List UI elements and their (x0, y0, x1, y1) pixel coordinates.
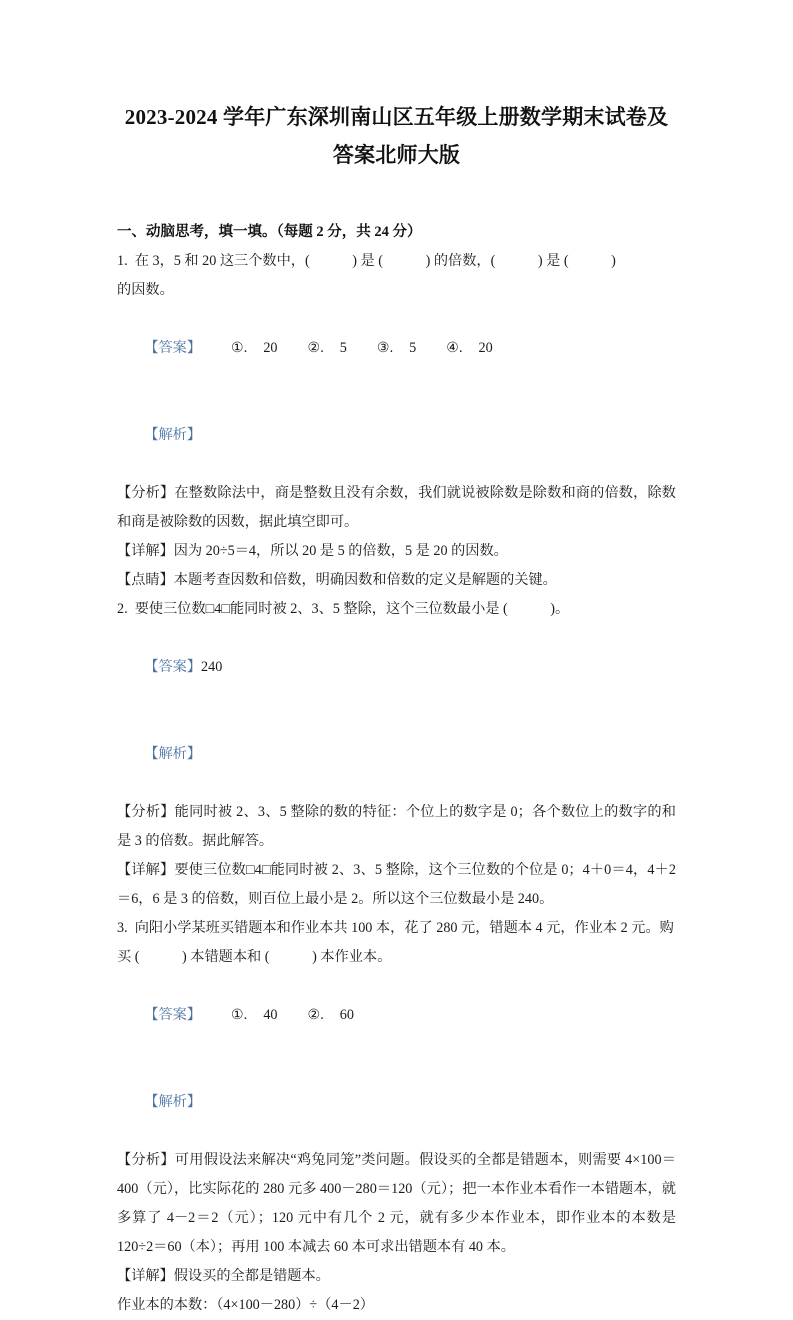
question-stem-1-line-2: 的因数。 (117, 282, 174, 298)
detail-text-3: 【详解】假设买的全都是错题本。 (117, 1268, 330, 1284)
answer-line-2 (117, 624, 676, 711)
analysis-text-1: 【分析】在整数除法中，商是整数且没有余数，我们就说被除数是除数和商的倍数，除数和商是被除数的因数，据此填空即可。 (117, 485, 676, 530)
question-stem-2: 2. 要使三位数□4□能同时被 2、3、5 整除，这个三位数最小是 ( )。 (117, 601, 570, 617)
analysis-header-3 (117, 1059, 676, 1146)
answer-line-1 (117, 305, 676, 392)
answer-line-3 (117, 972, 676, 1059)
answer-value-1-2: 5 (339, 340, 347, 356)
answer-label: 【答案】 (144, 659, 202, 675)
answer-label: 【答案】 (144, 340, 202, 356)
analysis-header-1 (117, 392, 676, 479)
analysis-text-3: 【分析】可用假设法来解决“鸡兔同笼”类问题。假设买的全都是错题本，则需要 4×100＝400（元），比实际花的 280 元多 400－280＝120（元）；把一本作业本看作一本错题本，就多算了 4－2＝2（元）；120 元中有几个 2 元，就有多少本作业本，即作业本的本数是 120÷2＝60（本）；再用 100 本减去 60 本可求出错题本有 40 本。 (117, 1152, 680, 1255)
question-block-3 (117, 914, 680, 1320)
analysis-header-label: 【解析】 (144, 427, 202, 443)
answer-value-1-1: 20 (263, 340, 278, 356)
answer-value-2: 240 (201, 659, 223, 675)
answer-value-3-1: 40 (263, 1007, 278, 1023)
question-block-2 (117, 595, 676, 914)
answer-value-1-3: 5 (409, 340, 417, 356)
analysis-text-2: 【分析】能同时被 2、3、5 整除的数的特征：个位上的数字是 0；各个数位上的数字的和是 3 的倍数。据此解答。 (117, 804, 676, 849)
answer-value-3-2: 60 (339, 1007, 354, 1023)
page-title-line-1: 2023-2024 学年广东深圳南山区五年级上册数学期末试卷及 (124, 105, 669, 129)
analysis-header-label: 【解析】 (144, 746, 202, 762)
detail-text-1: 【详解】因为 20÷5＝4，所以 20 是 5 的倍数，5 是 20 的因数。 (117, 543, 508, 559)
answer-label: 【答案】 (144, 1007, 202, 1023)
question-stem-1: 1. 在 3，5 和 20 这三个数中，( ) 是 ( ) 的倍数，( ) 是 ( ) (117, 253, 616, 269)
question-stem-3: 3. 向阳小学某班买错题本和作业本共 100 本，花了 280 元，错题本 4 元，作业本 2 元。购 (117, 920, 674, 936)
section-heading: 一、动脑思考，填一填。（每题 2 分，共 24 分） (117, 224, 422, 240)
tip-text-1: 【点睛】本题考查因数和倍数，明确因数和倍数的定义是解题的关键。 (117, 572, 557, 588)
answer-marker-1-2: ②. (307, 340, 324, 356)
question-block-1 (117, 247, 676, 595)
page-title (117, 0, 676, 174)
answer-marker-3-2: ②. (307, 1007, 324, 1023)
analysis-header-2 (117, 711, 676, 798)
answer-marker-1-1: ①. (231, 340, 248, 356)
question-stem-3-line-2: 买 ( ) 本错题本和 ( ) 本作业本。 (117, 949, 392, 965)
detail-text-2: 【详解】要使三位数□4□能同时被 2、3、5 整除，这个三位数的个位是 0；4＋0＝4，4＋2＝6，6 是 3 的倍数，则百位上最小是 2。所以这个三位数最小是 240。 (117, 862, 676, 907)
answer-marker-3-1: ①. (231, 1007, 248, 1023)
answer-marker-1-4: ④. (446, 340, 463, 356)
analysis-header-label: 【解析】 (144, 1094, 202, 1110)
answer-marker-1-3: ③. (376, 340, 394, 356)
detail-text-3-line-2: 作业本的本数：（4×100－280）÷（4－2） (117, 1297, 374, 1313)
page-title-line-2: 答案北师大版 (332, 143, 461, 167)
answer-value-1-4: 20 (478, 340, 493, 356)
